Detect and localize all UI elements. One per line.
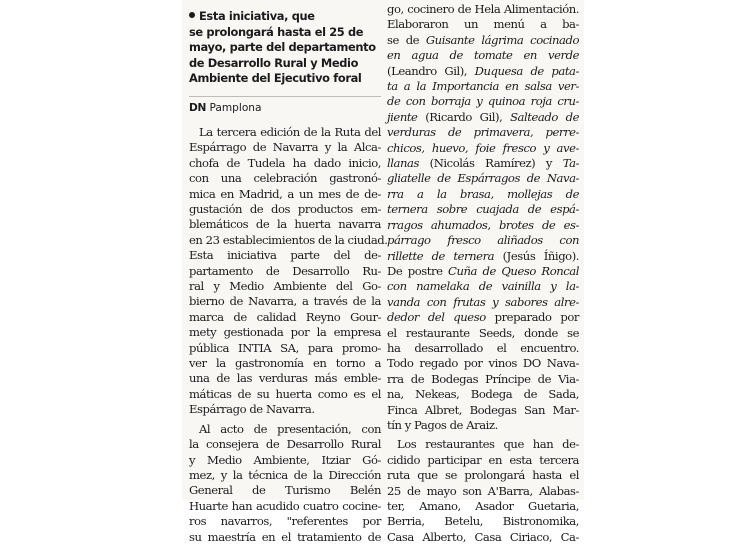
text-line: marca de calidad Reyno Gour- (189, 309, 381, 324)
right-body (387, 0, 579, 545)
text-line: en agua de tomate en verde (387, 48, 579, 63)
summary-line: de Desarrollo Rural y Medio (189, 55, 359, 70)
text-line: Elaboraron un menú a ba- (387, 17, 579, 32)
divider (189, 96, 381, 97)
text-line: rillette de ternera (Jesús Íñigo). (387, 248, 580, 263)
text-line: con una celebración gastronó- (189, 171, 381, 186)
text-line: La tercera edición de la Ruta del (199, 124, 381, 139)
text-line: Espárrago de Navarra y la Alca- (189, 140, 381, 155)
newspaper-clipping (182, 0, 584, 544)
text-line: tín y Pagos de Araiz. (387, 417, 498, 432)
byline-agency: DN (189, 101, 207, 114)
summary-line: Ambiente del Ejecutivo foral (189, 71, 362, 86)
text-line: ternera sobre cuajada de espá- (387, 202, 579, 217)
text-line: verduras de primavera, perre- (387, 125, 579, 140)
text-line: llanas (Nicolás Ramírez) y Ta- (387, 156, 579, 171)
text-line: el restaurante Seeds, donde se (387, 325, 579, 340)
text-line: blemáticos de la huerta navarra (189, 217, 381, 232)
text-line: Todo regado por vinos DO Nava- (387, 356, 579, 371)
text-line: ral y Medio Ambiente del Go- (189, 279, 381, 294)
text-line: vanda con frutas y sabores alre- (387, 294, 579, 309)
text-line: chofa de Tudela ha dado inicio, (189, 155, 381, 170)
text-line: Casa Alberto, Casa Ciriaco, Ca- (387, 529, 579, 544)
text-line: General de Turismo Belén (189, 483, 381, 498)
text-line: De postre Cuña de Queso Roncal (387, 263, 580, 278)
text-line: Al acto de presentación, con (199, 421, 381, 436)
summary-line: Esta iniciativa, que (199, 9, 315, 23)
text-line: go, cocinero de Hela Alimentación. (387, 2, 579, 16)
text-line: de con borraja y quinoa roja cru- (387, 94, 579, 109)
left-column (189, 0, 388, 544)
text-line: ta a la Importancia en salsa ver- (387, 79, 579, 94)
byline (189, 101, 381, 115)
text-line: 25 de mayo son A'Barra, Alabas- (387, 483, 579, 498)
text-line: Finca Albret, Bodegas San Mar- (387, 402, 579, 417)
byline-place: Pamplona (209, 101, 262, 114)
text-line: rragos ahumados, brotes de es- (387, 217, 579, 232)
text-line: máticas de su huerta como es el (189, 386, 381, 401)
text-line: párrago fresco aliñados con (387, 233, 579, 248)
text-line: jiente (Ricardo Gil), Salteado de (387, 109, 579, 124)
article-summary (189, 0, 381, 87)
left-body (189, 124, 388, 545)
summary-line: se prolongará hasta el 25 de (189, 24, 364, 39)
text-line: rra de Bodegas Príncipe de Via- (387, 371, 579, 386)
text-line: gliatelle de Espárragos de Nava- (387, 171, 579, 186)
text-line: ruta que se prolongará hasta el (387, 468, 579, 483)
text-line: pública INTIA SA, para promo- (189, 340, 381, 355)
text-line: con namelaka de vainilla y la- (387, 279, 579, 294)
text-line: rra a la brasa, mollejas de (387, 186, 579, 201)
text-line: una de las verduras más emble- (189, 371, 381, 386)
text-line: en 23 establecimientos de la ciudad. (189, 232, 388, 247)
bullet-icon (189, 12, 195, 18)
text-line: mety gestionada por la empresa (189, 325, 381, 340)
text-line: mez, y la técnica de la Dirección (189, 467, 381, 482)
text-line: Berria, Betelu, Bistronomika, (387, 514, 579, 529)
text-line: Espárrago de Navarra. (189, 402, 315, 417)
text-line: gustación de dos productos em- (189, 202, 381, 216)
right-column (387, 0, 580, 544)
text-line: su maestría en el tratamiento de (189, 529, 381, 544)
text-line: ros navarros, "referentes por (189, 514, 381, 529)
text-line: na, Nekeas, Bodega de Sada, (387, 387, 579, 402)
text-line: Los restaurantes que han de- (397, 437, 579, 452)
text-line: (Leandro Gil), Duquesa de pata- (387, 63, 579, 78)
text-line: Huarte han acudido cuatro cocine- (189, 498, 381, 513)
text-line: chicos, huevo, foie fresco y ave- (387, 140, 579, 155)
text-line: partamento de Desarrollo Ru- (189, 263, 381, 278)
text-line: se de Guisante lágrima cocinado (387, 32, 580, 47)
text-line: la consejera de Desarrollo Rural (189, 437, 381, 452)
text-line: bierno de Navarra, a través de la (189, 294, 381, 309)
text-line: ver la gastronomía en torno a (189, 356, 381, 371)
text-line: ha desarrollado el encuentro. (387, 340, 579, 355)
text-line: Esta iniciativa parte del de- (189, 248, 381, 263)
text-line: ter, Amano, Asador Guetaria, (387, 499, 579, 513)
summary-line: mayo, parte del departamento (189, 40, 376, 55)
text-line: dedor del queso preparado por (387, 310, 579, 325)
text-line: cidido participar en esta tercera (387, 452, 579, 467)
text-line: y Medio Ambiente, Itziar Gó- (189, 452, 381, 467)
text-line: mica en Madrid, a un mes de de- (189, 186, 381, 201)
